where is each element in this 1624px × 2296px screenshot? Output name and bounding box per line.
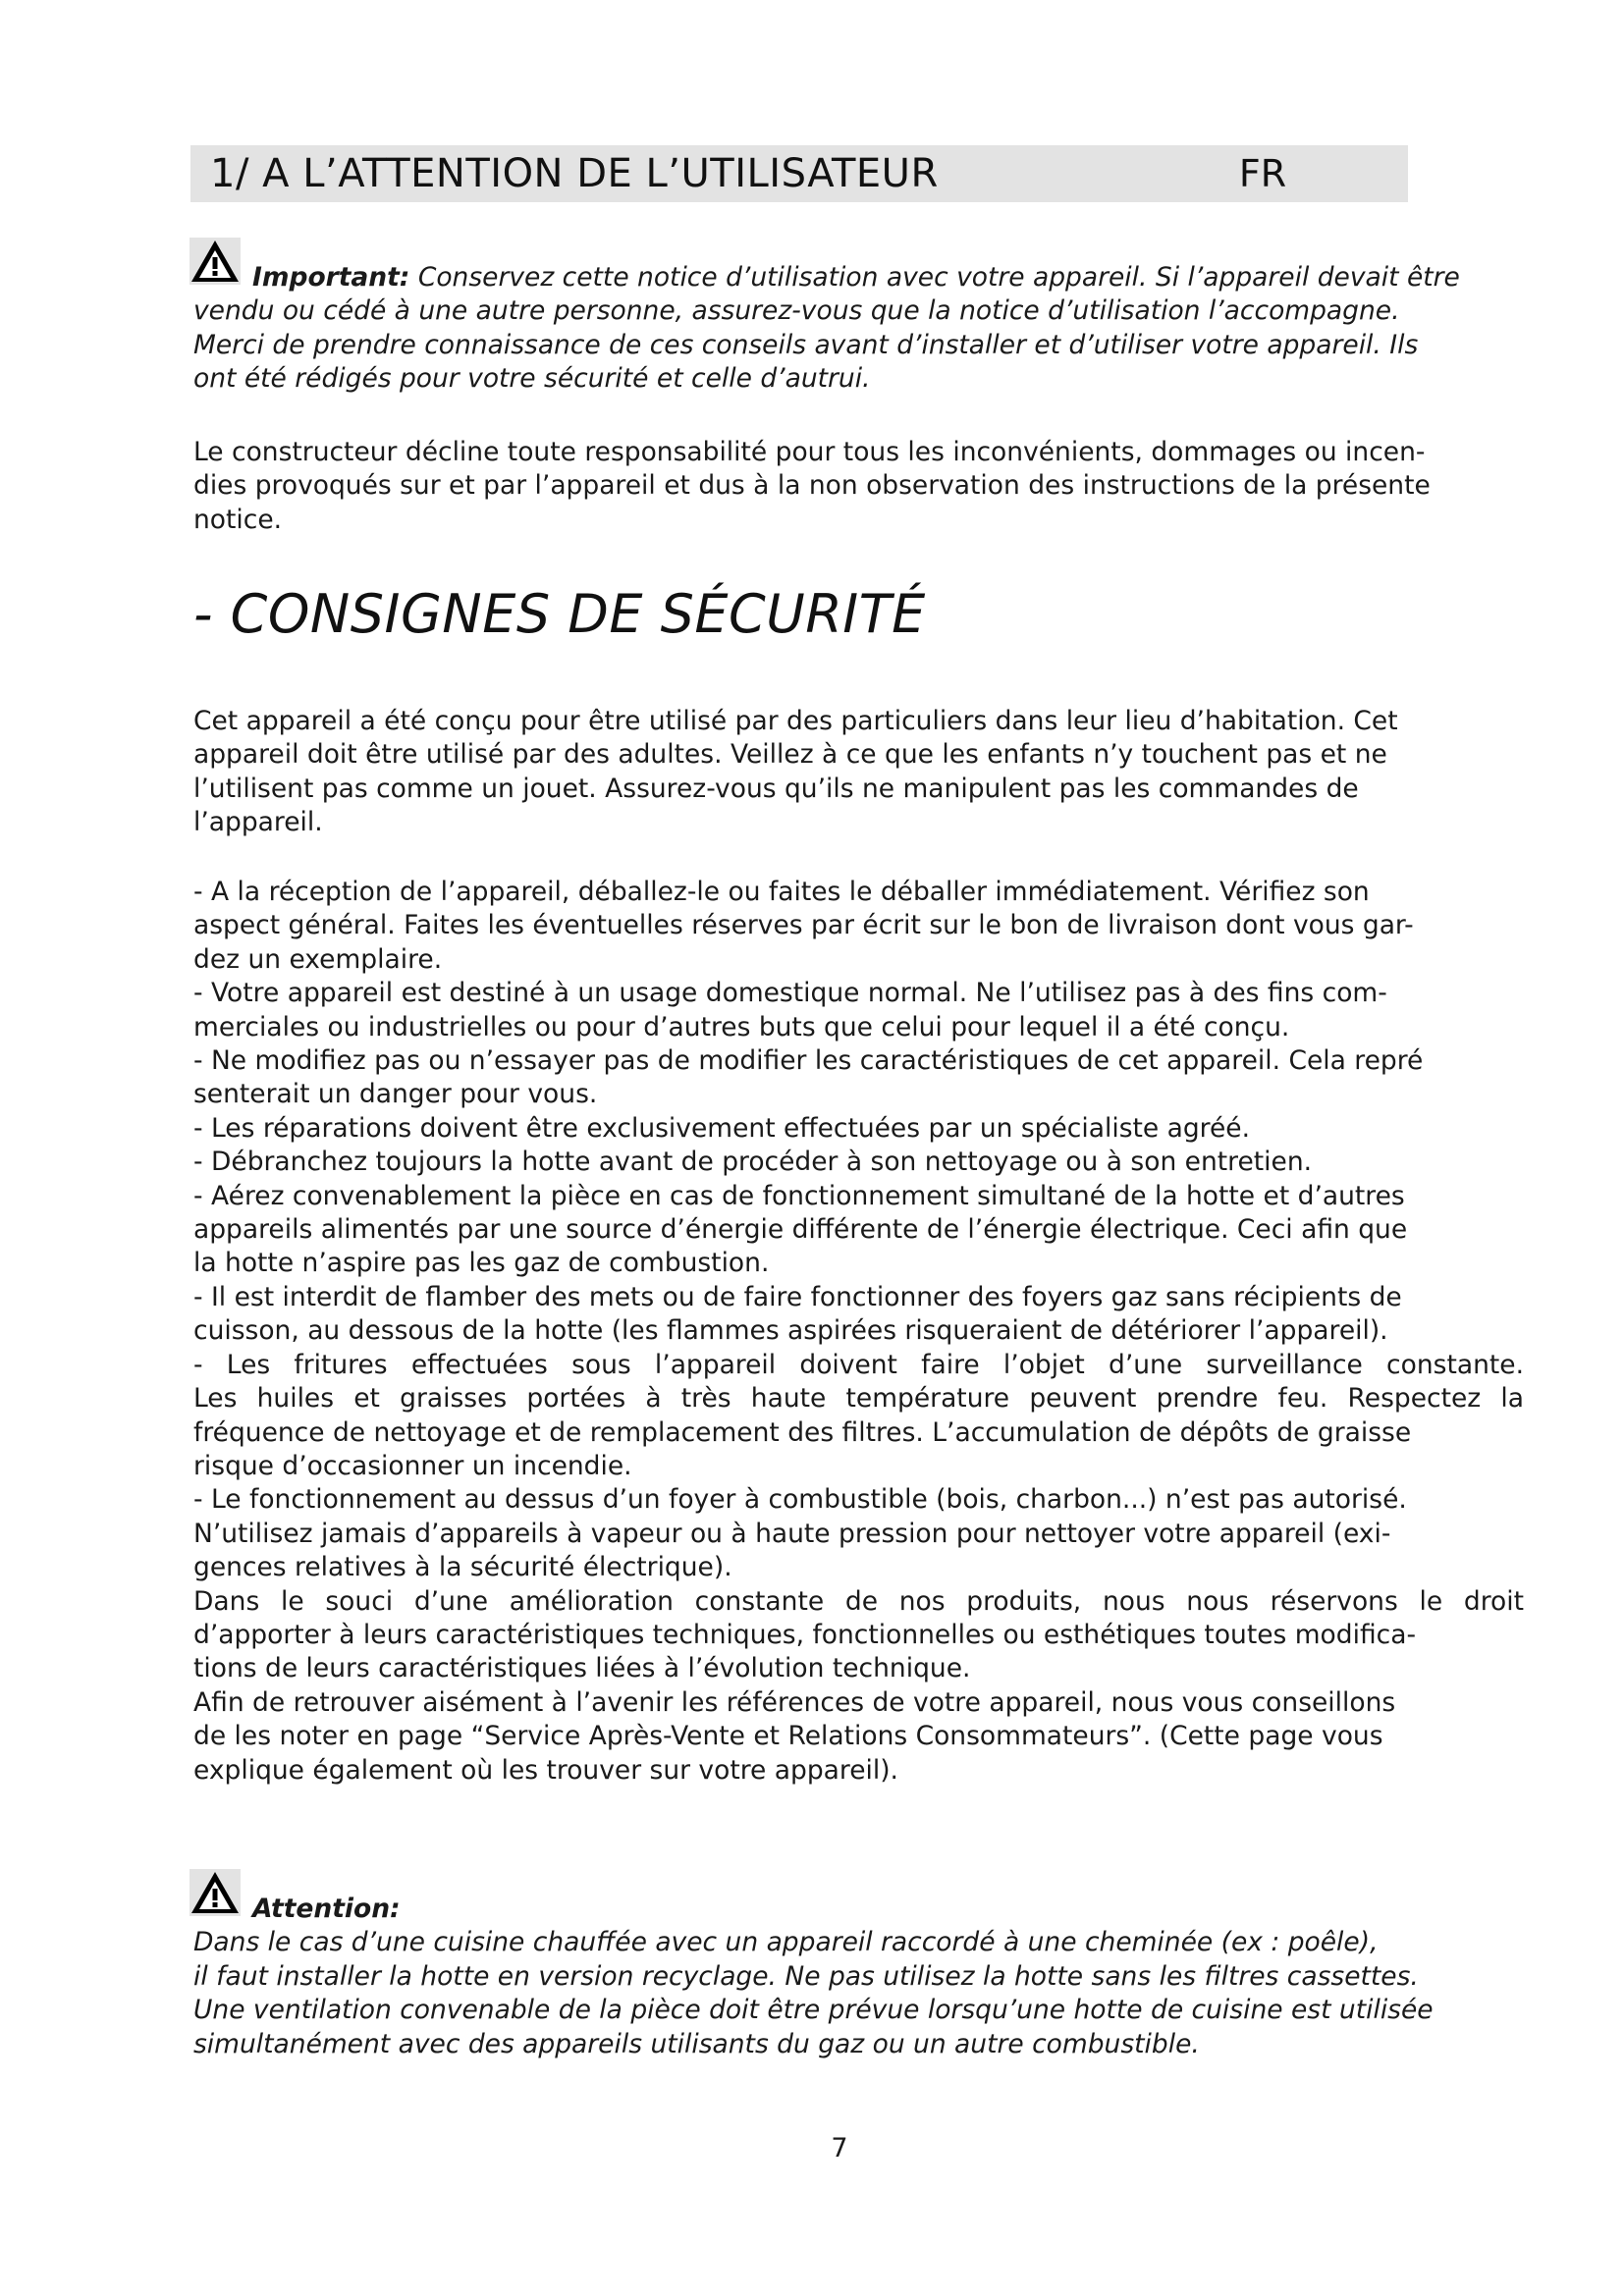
instruction-line: aspect général. Faites les éventuelles réserves par écrit sur le bon de livraison dont vous gar-	[193, 910, 1414, 941]
important-first-line	[193, 261, 1529, 294]
attention-line: il faut installer la hotte en version recyclage. Ne pas utilisez la hotte sans les filtres cassettes.	[193, 1960, 1419, 1992]
disclaimer-paragraph	[193, 436, 1529, 537]
attention-label: Attention:	[252, 1894, 401, 1924]
intro-line: appareil doit être utilisé par des adultes. Veillez à ce que les enfants n’y touchent pas et ne	[193, 739, 1387, 771]
instruction-line: N’utilisez jamais d’appareils à vapeur ou à haute pression pour nettoyer votre appareil (exi-	[193, 1518, 1391, 1549]
instruction-line: merciales ou industrielles ou pour d’autres buts que celui pour lequel il a été conçu.	[193, 1011, 1290, 1042]
instruction-line: de les noter en page “Service Après-Vente et Relations Consommateurs”. (Cette page vous	[193, 1721, 1383, 1752]
instruction-line: d’apporter à leurs caractéristiques techniques, fonctionnelles ou esthétiques toutes modifica-	[193, 1619, 1417, 1650]
instruction-line: - Aérez convenablement la pièce en cas de fonctionnement simultané de la hotte et d’autres	[193, 1180, 1405, 1211]
instruction-line: - Débranchez toujours la hotte avant de procéder à son nettoyage ou à son entretien.	[193, 1147, 1313, 1178]
important-line: ont été rédigés pour votre sécurité et celle d’autrui.	[193, 363, 871, 395]
instruction-line: explique également où les trouver sur votre appareil).	[193, 1754, 898, 1786]
instruction-line: - Ne modifiez pas ou n’essayer pas de modifier les caractéristiques de cet appareil. Cela repré	[193, 1045, 1424, 1077]
attention-line: simultanément avec des appareils utilisants du gaz ou un autre combustible.	[193, 2028, 1200, 2059]
instruction-line: Les huiles et graisses portées à très haute température peuvent prendre feu. Respectez la	[193, 1383, 1524, 1415]
attention-notice	[193, 1893, 1529, 2061]
intro-line: l’utilisent pas comme un jouet. Assurez-vous qu’ils ne manipulent pas les commandes de	[193, 773, 1359, 804]
instruction-line: Afin de retrouver aisément à l’avenir les références de votre appareil, nous vous conseillons	[193, 1686, 1396, 1718]
important-line: Merci de prendre connaissance de ces conseils avant d’installer et d’utiliser votre appareil. Ils	[193, 329, 1419, 360]
disclaimer-line: Le constructeur décline toute responsabilité pour tous les inconvénients, dommages ou incen-	[193, 437, 1426, 467]
page-number: 7	[831, 2133, 848, 2163]
important-label: Important:	[252, 262, 410, 293]
instruction-line: - Les réparations doivent être exclusivement effectuées par un spécialiste agréé.	[193, 1112, 1251, 1144]
important-text: Conservez cette notice d’utilisation avec votre appareil. Si l’appareil devait être	[409, 262, 1460, 293]
disclaimer-line: dies provoqués sur et par l’appareil et dus à la non observation des instructions de la présente	[193, 470, 1431, 502]
instruction-line: - A la réception de l’appareil, déballez-le ou faites le déballer immédiatement. Vérifiez son	[193, 877, 1370, 907]
instruction-line: fréquence de nettoyage et de remplacement des filtres. L’accumulation de dépôts de graisse	[193, 1416, 1412, 1448]
important-notice	[193, 261, 1529, 397]
instruction-line: - Les fritures effectuées sous l’appareil doivent faire l’objet d’une surveillance constante.	[193, 1349, 1524, 1380]
instruction-line: appareils alimentés par une source d’énergie différente de l’énergie électrique. Ceci afin que	[193, 1214, 1408, 1246]
safety-instructions	[193, 876, 1529, 1788]
intro-line: l’appareil.	[193, 807, 323, 838]
instruction-line: - Le fonctionnement au dessus d’un foyer à combustible (bois, charbon...) n’est pas autorisé.	[193, 1484, 1407, 1516]
disclaimer-line: notice.	[193, 504, 283, 535]
instruction-line: cuisson, au dessous de la hotte (les flammes aspirées risqueraient de détériorer l’appareil).	[193, 1315, 1388, 1347]
instruction-line: - Il est interdit de flamber des mets ou de faire fonctionner des foyers gaz sans récipients de	[193, 1281, 1402, 1312]
instruction-line: gences relatives à la sécurité électrique).	[193, 1552, 732, 1583]
instruction-line: Dans le souci d’une amélioration constante de nos produits, nous nous réservons le droit	[193, 1585, 1524, 1617]
attention-line: Une ventilation convenable de la pièce doit être prévue lorsqu’une hotte de cuisine est utilisée	[193, 1995, 1434, 2026]
intro-paragraph	[193, 705, 1529, 840]
attention-line: Dans le cas d’une cuisine chauffée avec un appareil raccordé à une cheminée (ex : poêle),	[193, 1927, 1379, 1958]
instruction-line: senterait un danger pour vous.	[193, 1079, 598, 1110]
section-title: 1/ A L’ATTENTION DE L’UTILISATEUR	[210, 151, 939, 196]
instruction-line: dez un exemplaire.	[193, 943, 443, 975]
instruction-line: risque d’occasionner un incendie.	[193, 1450, 632, 1481]
instruction-line: la hotte n’aspire pas les gaz de combustion.	[193, 1248, 770, 1279]
safety-heading: - CONSIGNES DE SÉCURITÉ	[193, 583, 926, 645]
instruction-line: - Votre appareil est destiné à un usage domestique normal. Ne l’utilisez pas à des fins com-	[193, 978, 1387, 1009]
intro-line: Cet appareil a été conçu pour être utilisé par des particuliers dans leur lieu d’habitation. Cet	[193, 706, 1398, 736]
instruction-line: tions de leurs caractéristiques liées à l’évolution technique.	[193, 1653, 971, 1684]
section-header-bar	[190, 145, 1408, 202]
important-line: vendu ou cédé à une autre personne, assurez-vous que la notice d’utilisation l’accompagne.	[193, 295, 1400, 327]
language-label: FR	[1233, 145, 1292, 202]
